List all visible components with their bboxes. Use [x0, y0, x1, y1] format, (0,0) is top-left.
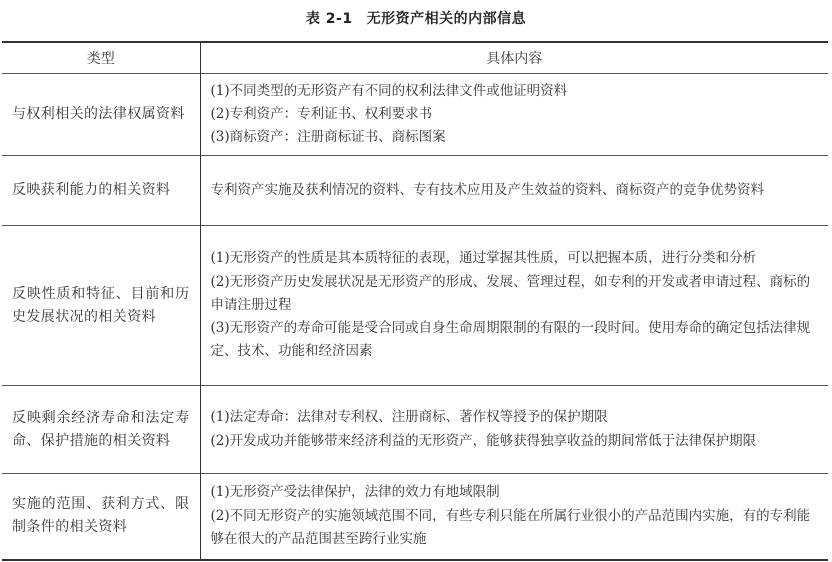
content-item: (2)专利资产：专利证书、权利要求书	[210, 105, 433, 122]
content-item: (3)商标资产：注册商标证书、商标图案	[210, 129, 446, 146]
table-row	[2, 156, 828, 226]
header-type: 类型	[2, 42, 200, 74]
table-header-row	[2, 42, 828, 74]
table-caption	[0, 8, 832, 28]
row-content	[200, 74, 828, 156]
table-row	[2, 74, 828, 156]
content-item: (2)开发成功并能够带来经济利益的无形资产，能够获得独享收益的期间常低于法律保护期限	[210, 432, 757, 449]
row-type: 与权利相关的法律权属资料	[2, 74, 200, 156]
row-content	[200, 156, 828, 226]
row-type: 反映获利能力的相关资料	[2, 156, 200, 226]
header-content: 具体内容	[486, 51, 543, 67]
row-content	[200, 386, 828, 474]
content-item: (1)不同类型的无形资产有不同的权利法律文件或他证明资料	[210, 82, 568, 99]
content-item: (1)无形资产受法律保护，法律的效力有地域限制	[210, 484, 500, 501]
table-row	[2, 386, 828, 474]
table-title: 无形资产相关的内部信息	[366, 11, 527, 27]
content-item: (3)无形资产的寿命可能是受合同或自身生命周期限制的有限的一段时间。使用寿命的确定包括法律规定、技术、功能和经济因素	[210, 320, 811, 360]
row-content	[200, 226, 828, 386]
content-item: (1)无形资产的性质是其本质特征的表现，通过掌握其性质，可以把握本质，进行分类和分析	[210, 250, 757, 267]
content-item: 专利资产实施及获利情况的资料、专有技术应用及产生效益的资料、商标资产的竞争优势资料	[210, 181, 764, 198]
table-row	[2, 226, 828, 386]
intangible-assets-info-table	[2, 41, 828, 561]
content-item: (2)无形资产历史发展状况是无形资产的形成、发展、管理过程，如专利的开发或者申请过程、商标的申请注册过程	[210, 273, 811, 313]
row-type: 反映剩余经济寿命和法定寿命、保护措施的相关资料	[2, 386, 200, 474]
table-row	[2, 474, 828, 560]
table-number: 表 2-1	[305, 11, 353, 27]
row-type: 反映性质和特征、目前和历史发展状况的相关资料	[2, 226, 200, 386]
content-item: (2)不同无形资产的实施领域范围不同，有些专利只能在所属行业很小的产品范围内实施，有的专利能够在很大的产品范围甚至跨行业实施	[210, 507, 811, 547]
row-content	[200, 474, 828, 560]
row-type: 实施的范围、获利方式、限制条件的相关资料	[2, 474, 200, 560]
content-item: (1)法定寿命：法律对专利权、注册商标、著作权等授予的保护期限	[210, 409, 608, 426]
